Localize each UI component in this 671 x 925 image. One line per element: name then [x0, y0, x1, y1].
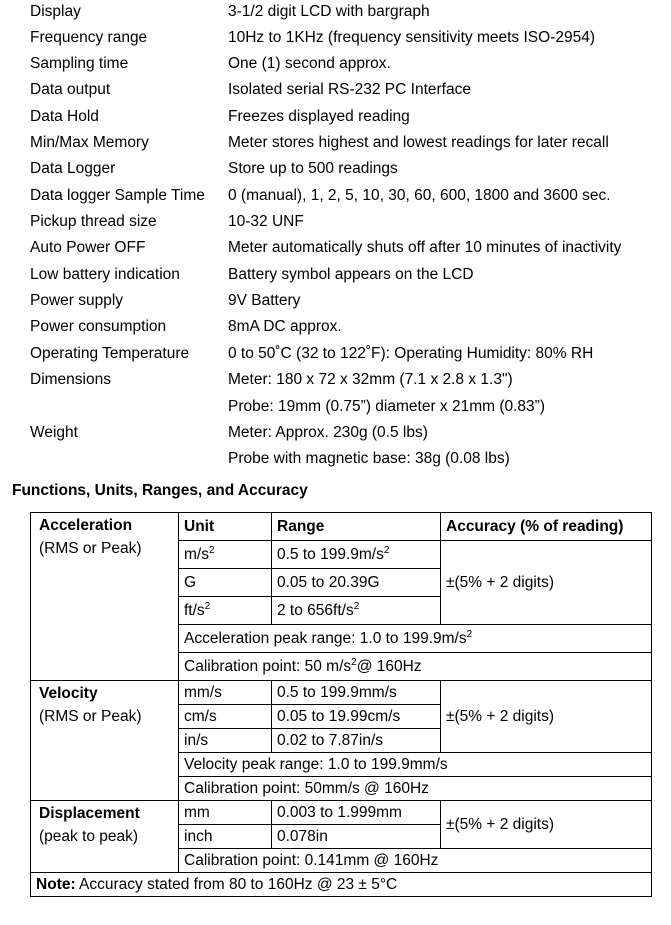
calibration-superscript: 2: [351, 656, 357, 668]
calibration-cell: Calibration point: 50mm/s @ 160Hz: [179, 777, 652, 801]
spec-label: Auto Power OFF: [30, 239, 146, 256]
spec-label: Display: [30, 3, 81, 20]
spec-value: Probe with magnetic base: 38g (0.08 lbs): [228, 450, 510, 467]
spec-label: Pickup thread size: [30, 213, 157, 230]
peak-range-text: Acceleration peak range: 1.0 to 199.9m/s: [184, 629, 467, 647]
peak-superscript: 2: [466, 628, 473, 640]
unit-text: m/s: [184, 545, 209, 563]
spec-value: Meter: 180 x 72 x 32mm (7.1 x 2.8 x 1.3"): [228, 371, 513, 388]
unit-cell: inch: [179, 825, 272, 849]
unit-cell: mm/s: [179, 681, 272, 705]
table-row: [31, 681, 652, 705]
velocity-category-cell: [31, 681, 179, 801]
unit-superscript: 2: [208, 544, 215, 556]
accuracy-cell: ±(5% + 2 digits): [441, 541, 652, 625]
spec-value: 10-32 UNF: [228, 213, 304, 230]
peak-range-cell: [179, 625, 652, 653]
spec-value: 3-1/2 digit LCD with bargraph: [228, 3, 430, 20]
spec-label: Min/Max Memory: [30, 134, 149, 151]
functions-table: [30, 512, 652, 897]
table-row: [31, 801, 652, 825]
spec-label: Power supply: [30, 292, 124, 309]
spec-value: Meter automatically shuts off after 10 minutes of inactivity: [228, 239, 622, 256]
category-subtitle: (RMS or Peak): [39, 708, 142, 725]
spec-label: Dimensions: [30, 371, 111, 388]
spec-value: Meter stores highest and lowest readings for later recall: [228, 134, 609, 151]
unit-cell: in/s: [179, 729, 272, 753]
category-subtitle: (RMS or Peak): [39, 540, 142, 557]
category-subtitle: (peak to peak): [39, 828, 139, 845]
spec-label: Power consumption: [30, 318, 167, 335]
spec-value: Isolated serial RS-232 PC Interface: [228, 81, 471, 98]
spec-label: Data Logger: [30, 160, 116, 177]
unit-cell: cm/s: [179, 705, 272, 729]
spec-value: Battery symbol appears on the LCD: [228, 266, 474, 283]
range-cell: 0.02 to 7.87in/s: [272, 729, 441, 753]
spec-value: 0 to 50˚C (32 to 122˚F): Operating Humidity: 80% RH: [228, 345, 594, 362]
table-row: [31, 513, 652, 541]
spec-label: Frequency range: [30, 29, 148, 46]
accuracy-header: Accuracy (% of reading): [441, 513, 652, 541]
unit-text: ft/s: [184, 601, 205, 619]
note-cell: [31, 873, 652, 897]
range-text: 2 to 656ft/s: [277, 601, 354, 619]
range-cell: 0.05 to 19.99cm/s: [272, 705, 441, 729]
range-cell: 0.003 to 1.999mm: [272, 801, 441, 825]
accuracy-cell: ±(5% + 2 digits): [441, 681, 652, 753]
range-cell: 0.078in: [272, 825, 441, 849]
spec-label: Weight: [30, 424, 78, 441]
spec-value: Meter: Approx. 230g (0.5 lbs): [228, 424, 428, 441]
spec-value: Probe: 19mm (0.75”) diameter x 21mm (0.83”): [228, 398, 545, 415]
unit-cell: [179, 541, 272, 569]
range-cell: 0.5 to 199.9mm/s: [272, 681, 441, 705]
spec-label: Operating Temperature: [30, 345, 190, 362]
unit-cell: [179, 597, 272, 625]
range-text: 0.5 to 199.9m/s: [277, 545, 384, 563]
calibration-text: Calibration point: 50 m/s: [184, 657, 352, 675]
peak-range-cell: Velocity peak range: 1.0 to 199.9mm/s: [179, 753, 652, 777]
note-label: Note:: [36, 875, 76, 893]
category-name: Velocity: [39, 685, 98, 702]
category-name: Acceleration: [39, 517, 133, 534]
range-cell: [272, 597, 441, 625]
spec-label: Data Hold: [30, 108, 99, 125]
unit-cell: G: [179, 569, 272, 597]
spec-value: Freezes displayed reading: [228, 108, 410, 125]
note-text: Accuracy stated from 80 to 160Hz @ 23 ± 5°C: [75, 875, 398, 893]
spec-value: 8mA DC approx.: [228, 318, 342, 335]
spec-label: Low battery indication: [30, 266, 180, 283]
spec-label: Sampling time: [30, 55, 129, 72]
range-superscript: 2: [353, 600, 360, 612]
spec-value: 10Hz to 1KHz (frequency sensitivity meets ISO-2954): [228, 29, 595, 46]
accuracy-cell: ±(5% + 2 digits): [441, 801, 652, 849]
unit-cell: mm: [179, 801, 272, 825]
spec-value: 9V Battery: [228, 292, 301, 309]
range-superscript: 2: [383, 544, 390, 556]
spec-value: Store up to 500 readings: [228, 160, 398, 177]
spec-label: Data logger Sample Time: [30, 187, 205, 204]
acceleration-category-cell: [31, 513, 179, 681]
spec-label: Data output: [30, 81, 111, 98]
calibration-suffix: @ 160Hz: [356, 657, 422, 675]
section-title: Functions, Units, Ranges, and Accuracy: [12, 482, 308, 499]
unit-header: Unit: [179, 513, 272, 541]
range-cell: 0.05 to 20.39G: [272, 569, 441, 597]
category-name: Displacement: [39, 805, 140, 822]
displacement-category-cell: [31, 801, 179, 873]
unit-superscript: 2: [204, 600, 211, 612]
spec-value: 0 (manual), 1, 2, 5, 10, 30, 60, 600, 1800 and 3600 sec.: [228, 187, 611, 204]
spec-value: One (1) second approx.: [228, 55, 391, 72]
table-row: [31, 873, 652, 897]
range-header: Range: [272, 513, 441, 541]
calibration-cell: Calibration point: 0.141mm @ 160Hz: [179, 849, 652, 873]
calibration-cell: [179, 653, 652, 681]
range-cell: [272, 541, 441, 569]
